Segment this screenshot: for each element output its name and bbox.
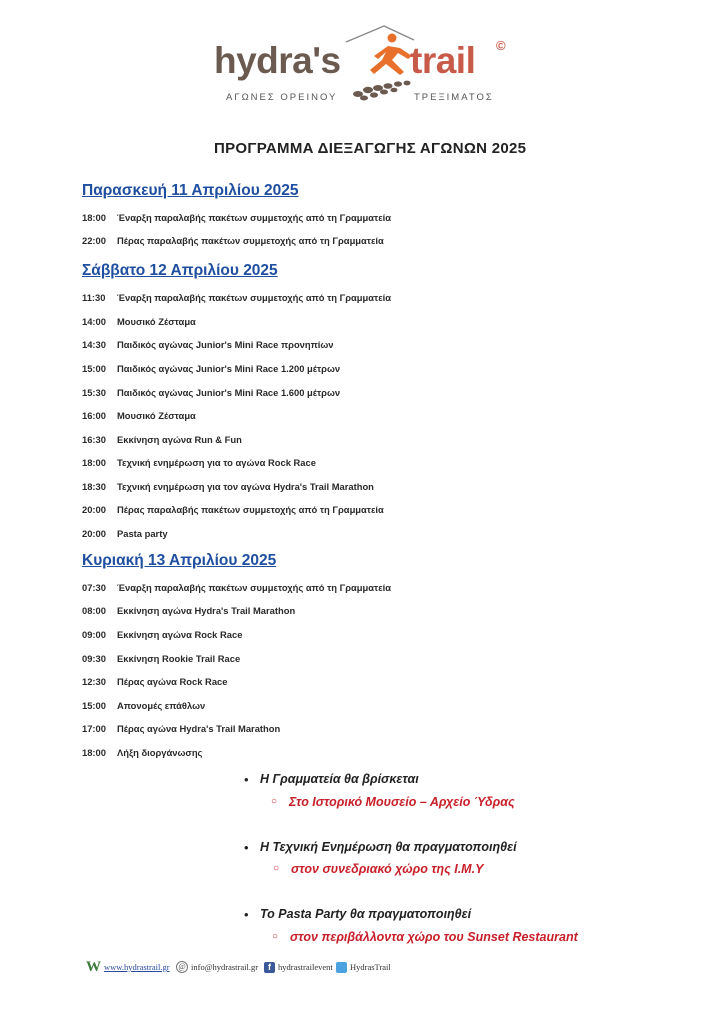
schedule-row <box>82 504 384 515</box>
website-link[interactable] <box>104 962 170 972</box>
event-text: Εκκίνηση αγώνα Hydra's Trail Marathon <box>117 605 296 616</box>
schedule-row <box>82 629 242 640</box>
email-link[interactable] <box>176 962 258 974</box>
schedule-row <box>82 747 202 758</box>
event-text: Έναρξη παραλαβής πακέτων συμμετοχής από τη Γραμματεία <box>117 292 392 303</box>
mountain-icon <box>346 26 414 42</box>
bullet-icon: • <box>244 772 249 787</box>
event-text: Λήξη διοργάνωσης <box>117 747 203 758</box>
facebook-text[interactable]: hydrastrailevent <box>278 962 333 972</box>
runner-icon <box>370 34 412 76</box>
logo <box>214 22 514 106</box>
schedule-row <box>82 723 280 734</box>
event-text: Πέρας παραλαβής πακέτων συμμετοχής από τη Γραμματεία <box>117 504 384 515</box>
schedule-row <box>82 481 374 492</box>
schedule-row <box>82 363 340 374</box>
event-time: 16:00 <box>82 410 106 421</box>
event-time: 14:30 <box>82 339 106 350</box>
event-text: Παιδικός αγώνας Junior's Mini Race 1.600 μέτρων <box>117 387 341 398</box>
event-time: 16:30 <box>82 434 106 445</box>
schedule-row <box>82 235 384 246</box>
schedule-row <box>82 457 316 468</box>
twitter-link[interactable] <box>336 962 391 974</box>
email-text[interactable]: info@hydrastrail.gr <box>191 962 259 972</box>
event-text: Μουσικό Ζέσταμα <box>117 410 196 421</box>
schedule-row <box>82 316 196 327</box>
schedule-row <box>82 387 340 398</box>
event-time: 07:30 <box>82 582 106 593</box>
bullet-icon: • <box>244 840 249 855</box>
twitter-text[interactable]: HydrasTrail <box>350 962 391 972</box>
event-text: Έναρξη παραλαβής πακέτων συμμετοχής από τη Γραμματεία <box>117 582 392 593</box>
schedule-row <box>82 212 391 223</box>
event-text: Εκκίνηση αγώνα Run & Fun <box>117 434 242 445</box>
schedule-row <box>82 676 227 687</box>
event-text: Εκκίνηση αγώνα Rock Race <box>117 629 243 640</box>
day-heading-saturday: Σάββατο 12 Απριλίου 2025 <box>82 262 278 279</box>
schedule-row <box>82 434 242 445</box>
schedule-row <box>82 528 168 539</box>
circle-bullet-icon: ○ <box>271 796 278 807</box>
event-time: 15:30 <box>82 387 106 398</box>
event-text: Παιδικός αγώνας Junior's Mini Race 1.200 μέτρων <box>117 363 341 374</box>
note-heading: Το Pasta Party θα πραγματοποιηθεί <box>260 907 472 921</box>
event-time: 18:30 <box>82 481 106 492</box>
event-time: 09:00 <box>82 629 106 640</box>
event-text: Τεχνική ενημέρωση για το αγώνα Rock Race <box>117 457 316 468</box>
schedule-row <box>82 410 196 421</box>
circle-bullet-icon: ○ <box>272 931 279 942</box>
event-time: 17:00 <box>82 723 106 734</box>
event-time: 14:00 <box>82 316 106 327</box>
note-heading: Η Τεχνική Ενημέρωση θα πραγματοποιηθεί <box>260 840 517 854</box>
event-time: 08:00 <box>82 605 106 616</box>
event-text: Pasta party <box>117 528 168 539</box>
event-text: Τεχνική ενημέρωση για τον αγώνα Hydra's Trail Marathon <box>117 481 374 492</box>
page-title: ΠΡΟΓΡΑΜΜΑ ΔΙΕΞΑΓΩΓΗΣ ΑΓΩΝΩΝ 2025 <box>214 140 527 157</box>
event-text: Πέρας αγώνα Rock Race <box>117 676 228 687</box>
note-detail: Στο Ιστορικό Μουσείο – Αρχείο Ύδρας <box>289 795 515 809</box>
event-time: 20:00 <box>82 528 106 539</box>
day-heading-friday: Παρασκευή 11 Απριλίου 2025 <box>82 182 299 199</box>
facebook-link[interactable] <box>264 962 333 974</box>
event-time: 20:00 <box>82 504 106 515</box>
twitter-icon <box>336 962 347 973</box>
schedule-row <box>82 292 391 303</box>
email-icon: @ <box>176 961 188 973</box>
event-text: Παιδικός αγώνας Junior's Mini Race προνηπίων <box>117 339 334 350</box>
event-time: 22:00 <box>82 235 106 246</box>
note-heading: Η Γραμματεία θα βρίσκεται <box>260 772 419 786</box>
logo-tagline-left: ΑΓΩΝΕΣ ΟΡΕΙΝΟΥ <box>226 92 338 103</box>
event-time: 15:00 <box>82 363 106 374</box>
copyright-icon: © <box>496 38 506 53</box>
event-text: Εκκίνηση Rookie Trail Race <box>117 653 241 664</box>
event-time: 15:00 <box>82 700 106 711</box>
schedule-row <box>82 339 334 350</box>
schedule-row <box>82 653 240 664</box>
event-time: 18:00 <box>82 747 106 758</box>
event-time: 11:30 <box>82 292 106 303</box>
event-time: 12:30 <box>82 676 106 687</box>
event-text: Έναρξη παραλαβής πακέτων συμμετοχής από τη Γραμματεία <box>117 212 392 223</box>
facebook-icon: f <box>264 962 275 973</box>
logo-word-hydras: hydra's <box>214 40 341 81</box>
website-icon: W <box>86 959 101 975</box>
rocks-icon <box>353 81 411 101</box>
website-link-text[interactable]: www.hydrastrail.gr <box>104 962 170 972</box>
event-time: 18:00 <box>82 457 106 468</box>
event-text: Μουσικό Ζέσταμα <box>117 316 196 327</box>
bullet-icon: • <box>244 907 249 922</box>
event-text: Πέρας παραλαβής πακέτων συμμετοχής από τη Γραμματεία <box>117 235 384 246</box>
schedule-row <box>82 605 295 616</box>
note-detail: στον περιβάλλοντα χώρο του Sunset Restaurant <box>290 930 578 944</box>
note-detail: στον συνεδριακό χώρο της Ι.Μ.Υ <box>291 862 484 876</box>
schedule-row <box>82 582 391 593</box>
event-text: Απονομές επάθλων <box>117 700 206 711</box>
schedule-row <box>82 700 205 711</box>
event-time: 18:00 <box>82 212 106 223</box>
event-time: 09:30 <box>82 653 106 664</box>
event-text: Πέρας αγώνα Hydra's Trail Marathon <box>117 723 281 734</box>
logo-word-trail: trail <box>410 40 476 81</box>
circle-bullet-icon: ○ <box>273 863 280 874</box>
logo-tagline-right: ΤΡΕΞΙΜΑΤΟΣ <box>414 92 494 103</box>
day-heading-sunday: Κυριακή 13 Απριλίου 2025 <box>82 552 277 569</box>
